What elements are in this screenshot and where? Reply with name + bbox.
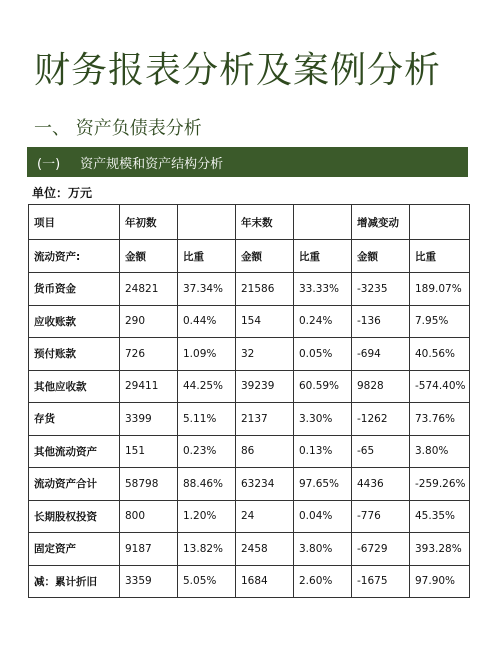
subheader-cell: 比重 [294,240,352,273]
table-cell: 88.46% [178,468,236,501]
table-body [29,205,470,598]
subheader-cell: 金额 [120,240,178,273]
table-row [29,565,470,598]
table-cell: 63234 [236,468,294,501]
table-cell: 3359 [120,565,178,598]
table-cell: -3235 [352,273,410,306]
table-cell: 154 [236,305,294,338]
section-heading: 一、 资产负债表分析 [34,118,202,139]
subheader-cell: 比重 [178,240,236,273]
row-label-cell: 固定资产 [29,533,120,566]
unit-label: 单位：万元 [32,186,93,200]
table-cell: 0.24% [294,305,352,338]
table-cell: 40.56% [410,338,470,371]
table-cell: 44.25% [178,370,236,403]
row-label-cell: 货币资金 [29,273,120,306]
table-cell: 4436 [352,468,410,501]
table-cell: 1684 [236,565,294,598]
subheader-cell: 流动资产: [29,240,120,273]
table-row [29,338,470,371]
table-cell: 0.05% [294,338,352,371]
table-cell: 24821 [120,273,178,306]
subheader-cell: 金额 [236,240,294,273]
table-cell: 3.30% [294,403,352,436]
row-label-cell: 减：累计折旧 [29,565,120,598]
balance-sheet-table [28,204,470,598]
table-cell: 1.09% [178,338,236,371]
row-label-cell: 其他应收款 [29,370,120,403]
table-cell: 2137 [236,403,294,436]
row-label-cell: 长期股权投资 [29,500,120,533]
subheader-cell: 比重 [410,240,470,273]
table-cell: 2.60% [294,565,352,598]
table-cell: -259.26% [410,468,470,501]
table-cell: 97.90% [410,565,470,598]
table-row [29,273,470,306]
table-cell: 21586 [236,273,294,306]
table-cell: 33.33% [294,273,352,306]
table-subheader-row [29,240,470,273]
table-row [29,403,470,436]
subheader-cell: 金额 [352,240,410,273]
header-cell: 年初数 [120,205,178,240]
table-cell: 1.20% [178,500,236,533]
header-cell [294,205,352,240]
table-cell: 726 [120,338,178,371]
table-cell: -694 [352,338,410,371]
table-cell: 60.59% [294,370,352,403]
table-cell: 13.82% [178,533,236,566]
table-cell: 151 [120,435,178,468]
header-cell: 年末数 [236,205,294,240]
table-row [29,305,470,338]
table-header-row [29,205,470,240]
table-cell: 39239 [236,370,294,403]
table-row [29,370,470,403]
table-cell: 0.04% [294,500,352,533]
header-cell: 项目 [29,205,120,240]
table-cell: 189.07% [410,273,470,306]
table-cell: 5.11% [178,403,236,436]
table-row [29,468,470,501]
table-cell: -574.40% [410,370,470,403]
table-cell: 3.80% [294,533,352,566]
row-label-cell: 其他流动资产 [29,435,120,468]
table-row [29,500,470,533]
page-title: 财务报表分析及案例分析 [34,50,442,91]
table-cell: 7.95% [410,305,470,338]
table-cell: 24 [236,500,294,533]
table-cell: 97.65% [294,468,352,501]
table-cell: 29411 [120,370,178,403]
table-cell: 0.44% [178,305,236,338]
row-label-cell: 流动资产合计 [29,468,120,501]
table-cell: 9828 [352,370,410,403]
table-cell: 32 [236,338,294,371]
subsection-banner [27,147,468,177]
header-cell [178,205,236,240]
table-cell: 290 [120,305,178,338]
row-label-cell: 存货 [29,403,120,436]
header-cell [410,205,470,240]
table-cell: -65 [352,435,410,468]
row-label-cell: 应收账款 [29,305,120,338]
header-cell: 增减变动 [352,205,410,240]
table-cell: -1675 [352,565,410,598]
table-cell: 0.13% [294,435,352,468]
table-cell: 58798 [120,468,178,501]
table-cell: 2458 [236,533,294,566]
row-label-cell: 预付账款 [29,338,120,371]
table-row [29,533,470,566]
table-cell: 393.28% [410,533,470,566]
table-cell: 73.76% [410,403,470,436]
table-row [29,435,470,468]
table-cell: 5.05% [178,565,236,598]
subsection-number: (一) [37,156,61,172]
table-cell: 86 [236,435,294,468]
table-cell: 45.35% [410,500,470,533]
table-cell: -136 [352,305,410,338]
subsection-title: 资产规模和资产结构分析 [80,156,224,172]
table-cell: -6729 [352,533,410,566]
table-cell: 3399 [120,403,178,436]
table-cell: 3.80% [410,435,470,468]
table-cell: 37.34% [178,273,236,306]
table-cell: 800 [120,500,178,533]
table-cell: -776 [352,500,410,533]
table-cell: 9187 [120,533,178,566]
table-cell: 0.23% [178,435,236,468]
table-cell: -1262 [352,403,410,436]
